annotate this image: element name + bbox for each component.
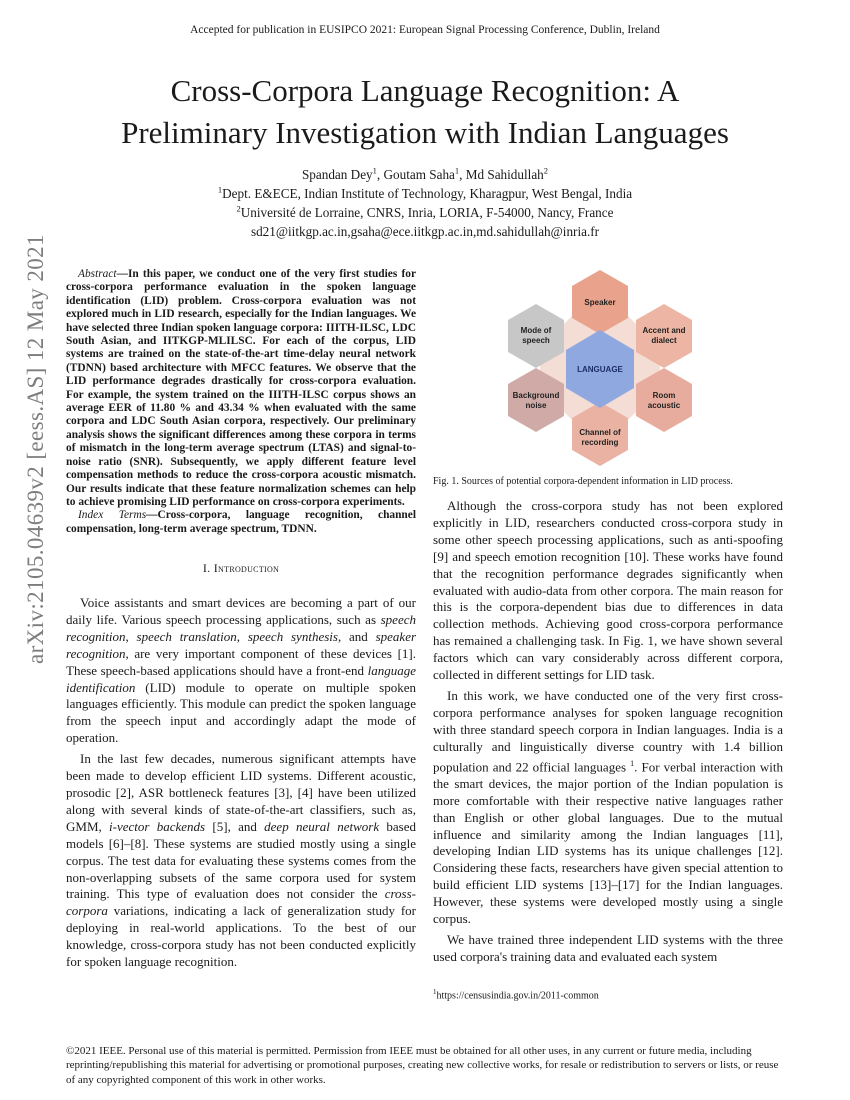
emphasis: speech synthesis (247, 628, 338, 644)
emphasis: speech translation (136, 628, 237, 644)
author-separator: , (459, 167, 466, 182)
right-column (433, 498, 783, 970)
footnote-mark: 1 (630, 758, 635, 768)
hex-label-noise-2: noise (525, 401, 547, 410)
hex-label-room-1: Room (652, 391, 676, 400)
abstract-text: In this paper, we conduct one of the very first studies for cross-corpora performance evaluation in the spoken language identification (LID) problem. Cross-corpora evaluation was not explored much in LID research, especially for the Indian languages. We have selected three Indian spoken language corpora: IIITH-ILSC, LDC South Asian, and IITKGP-MLILSC. For each of the corpus, LID systems are trained on the state-of-the-art time-delay neural network (TDNN) based architecture with MFCC features. We observe that the LID performance degrades drastically for cross-corpora evaluation. For example, the system trained on the IIITH-ILSC corpus shows an average EER of 11.80 % and 43.34 % when evaluated with the same corpora and LDC South Asian corpora, respectively. Our preliminary analysis shows the significant differences among these corpora in terms of mismatch in the long-term average spectrum (LTAS) and signal-to-noise ratio (SNR). Subsequently, we apply different feature level compensation methods to reduce the cross-corpora acoustic mismatch. Our results indicate that these feature normalization schemes can help to achieve promising LID performance on cross-corpora experiments. (66, 268, 416, 508)
emphasis: speech recognition (66, 611, 416, 644)
intro-paragraph-1: Voice assistants and smart devices are becoming a part of our daily life. Various speech processing applications, such as speech recognition, speech translation, speech synthesis, and speaker recognition, are very important component of these devices [1]. These speech-based applications should have a front-end language identification (LID) module to operate on multiple spoken languages efficiently. This module can predict the spoken language from the speech input and accordingly adapt the mode of operation. (66, 595, 417, 746)
author-names (0, 165, 850, 184)
author-name: Spandan Dey (301, 167, 373, 182)
footnote-mark: 1 (433, 988, 437, 996)
hex-label-channel-1: Channel of (579, 428, 621, 437)
emphasis: cross-corpora (66, 886, 416, 919)
copyright-notice: ©2021 IEEE. Personal use of this material is permitted. Permission from IEEE must be obtained for all other uses, in any current or future media, including reprinting/republishing this material for advertising or promotional purposes, creating new collective works, for resale or redistribution to servers or lists, or reuse of any copyrighted component of this work in other works. (66, 1045, 779, 1086)
affiliation-mark: 1 (217, 184, 223, 195)
hex-label-noise-1: Background (512, 391, 560, 400)
left-column (66, 268, 416, 975)
footnote-link: https://censusindia.gov.in/2011-common (436, 990, 599, 1002)
emphasis: language identification (66, 662, 416, 695)
author-emails: sd21@iitkgp.ac.in,gsaha@ece.iitkgp.ac.in,md.sahidullah@inria.fr (250, 224, 600, 239)
index-terms-lead: Index Terms (78, 509, 147, 522)
affiliation-mark: 1 (454, 165, 460, 176)
affiliation-mark: 2 (543, 165, 549, 176)
footnote (433, 986, 783, 1002)
hex-label-mode-1: Mode of (520, 326, 552, 335)
affiliation-mark: 1 (372, 165, 377, 176)
right-paragraph-3: We have trained three independent LID systems with the three used corpora's training data and evaluated each system (433, 931, 783, 964)
paper-title (40, 70, 810, 154)
hex-label-language: LANGUAGE (577, 365, 623, 374)
hex-label-channel-2: recording (581, 438, 619, 447)
affiliation-2 (0, 203, 850, 222)
hex-label-accent-2: dialect (651, 336, 677, 345)
title-line-2: Preliminary Investigation with Indian Languages (121, 115, 729, 150)
figure-1-caption: Fig. 1. Sources of potential corpora-dependent information in LID process. (433, 476, 733, 487)
affiliation-text: Dept. E&ECE, Indian Institute of Technology, Kharagpur, West Bengal, India (222, 186, 633, 201)
hex-label-speaker: Speaker (584, 298, 616, 307)
section-heading-introduction: I. Introduction (202, 561, 280, 576)
figure-1 (500, 268, 700, 468)
abstract-dash: — (116, 268, 128, 280)
author-separator: , (376, 167, 384, 182)
author-block (0, 165, 850, 241)
author-name: Md Sahidullah (465, 167, 544, 182)
hex-label-room-2: acoustic (647, 401, 681, 410)
author-name: Goutam Saha (383, 167, 455, 182)
index-terms (66, 509, 416, 536)
emphasis: speaker recognition (66, 628, 417, 661)
right-paragraph-1: Although the cross-corpora study has not been explored explicitly in LID, researchers conducted cross-corpora study in some other speech processing applications, such as anti-spoofing [9] and speech emotion recognition [10]. These works have found that the recognition performance degrades significantly when evaluated with audio-data from other corpora. The main reason for this is the corpora-dependent bias due to differences in data collection methods. Achieving good cross-corpora performance has remained a challenging task. In Fig. 1, we have shown several factors which can vary considerably across different corpora, collected in different settings for LID task. (433, 498, 783, 683)
hex-label-mode-2: speech (522, 336, 550, 345)
emphasis: deep neural network (264, 818, 380, 834)
abstract-lead: Abstract (78, 268, 117, 280)
affiliation-mark: 2 (236, 203, 241, 214)
intro-paragraph-2: In the last few decades, numerous significant attempts have been made to develop efficient LID systems. Different acoustic, prosodic [2], ASR bottleneck features [3], [4] have been utilized along with several kinds of state-of-the-art classifiers, such as, GMM, i-vector backends [5], and deep neural network based models [6]–[8]. These systems are studied mostly using a single corpus. The test data for evaluating these systems comes from the non-overlapping subsets of the same corpora used for system training. This type of evaluation does not consider the cross-corpora variations, indicating a lack of generalization study for deploying in real-world applications. To the best of our knowledge, cross-corpora study has not been conducted explicitly for spoken language recognition. (66, 751, 416, 970)
affiliation-text: Université de Lorraine, CNRS, Inria, LORIA, F-54000, Nancy, France (240, 205, 614, 220)
index-terms-text: Cross-corpora, language recognition, channel compensation, long-term average spectrum, TDNN. (66, 509, 416, 535)
index-terms-dash: — (146, 509, 158, 522)
abstract (66, 268, 416, 509)
affiliation-1 (0, 184, 850, 203)
arxiv-stamp: arXiv:2105.04639v2 [eess.AS] 12 May 2021 (23, 234, 48, 665)
right-paragraph-2: In this work, we have conducted one of the very first cross-corpora performance analyses for spoken language recognition with three standard speech corpora in Indian languages. India is a culturally and linguistically diverse country with 1.4 billion population and 22 official languages $^1$. For verbal interaction with the smart devices, the major portion of the Indian population is more comfortable with their respective native languages rather than English or other global languages. Due to the mutual influence and similarity among the Indian languages [11], developing Indian LID systems has its unique challenges [12]. Considering these facts, researchers have given special attention to build efficient LID systems [13]–[17] for the Indian languages. However, these systems were developed mostly using a single corpus. (433, 687, 783, 927)
header-note: Accepted for publication in EUSIPCO 2021: European Signal Processing Conference, Dublin, Ireland (190, 24, 660, 36)
figure-1-diagram (500, 268, 700, 468)
hex-label-accent-1: Accent and (642, 326, 686, 335)
title-line-1: Cross-Corpora Language Recognition: A (170, 73, 680, 108)
emphasis: i-vector backends (109, 818, 206, 834)
